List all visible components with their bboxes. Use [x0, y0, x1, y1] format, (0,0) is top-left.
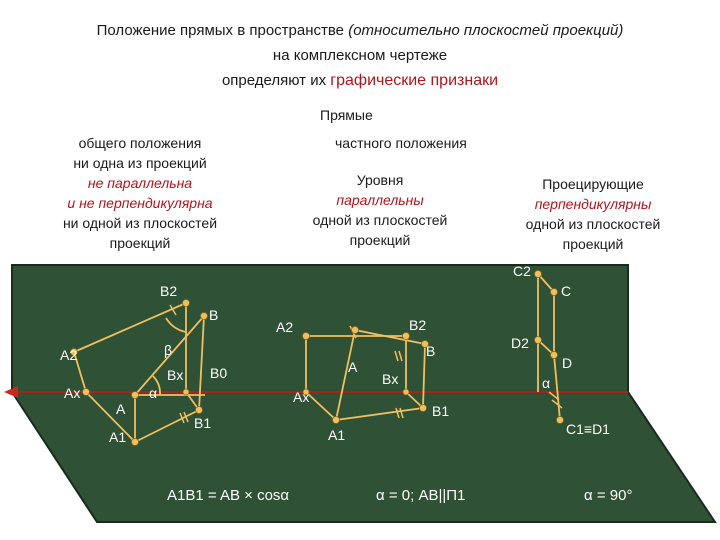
general-title: общего положения	[78, 135, 202, 151]
general-line-5: проекций	[109, 235, 171, 251]
label-D2: D2	[511, 335, 529, 351]
formula-left: A1B1 = AB × cosα	[167, 487, 290, 504]
label-m-A: A	[348, 359, 358, 375]
label-beta: β	[164, 342, 173, 358]
header-line-1-main: Положение прямых в пространстве	[96, 22, 345, 39]
general-line-1: ни одна из проекций	[73, 155, 207, 171]
general-line-3: и не перпендикулярна	[67, 195, 213, 211]
label-C: C	[561, 283, 572, 299]
label-A1: A1	[109, 429, 127, 445]
header-line-1-paren: (относительно плоскостей проекций)	[348, 22, 624, 39]
label-D: D	[562, 355, 573, 371]
projecting-title: Проецирующие	[542, 176, 644, 192]
label-alpha: α	[149, 385, 158, 401]
level-line-3: проекций	[349, 232, 411, 248]
label-B2: B2	[160, 283, 178, 299]
label-m-A2: A2	[276, 319, 294, 335]
label-A: A	[116, 401, 126, 417]
label-m-B1: B1	[432, 403, 450, 419]
axis-zero-label: 0	[638, 373, 648, 392]
formula-right: α = 90°	[584, 487, 633, 504]
header-line-3-accent: графические признаки	[330, 72, 499, 89]
label-B1: B1	[194, 415, 212, 431]
header-line-2: на комплексном чертеже	[272, 47, 448, 64]
level-line-2: одной из плоскостей	[312, 212, 448, 228]
level-line-1: параллельны	[336, 192, 424, 208]
general-line-2: не параллельна	[87, 175, 193, 191]
projecting-line-2: одной из плоскостей	[525, 216, 661, 232]
projecting-line-3: проекций	[562, 236, 624, 252]
level-title: Уровня	[356, 172, 404, 188]
section-title: Прямые	[320, 107, 373, 123]
header-line-3-main: определяют их	[221, 72, 327, 89]
particular-title: частного положения	[335, 135, 467, 151]
label-m-Bx: Bx	[382, 371, 399, 387]
label-Bx: Bx	[167, 367, 184, 383]
label-Ax: Ax	[64, 385, 81, 401]
label-m-A1: A1	[328, 427, 346, 443]
formula-middle: α = 0; AB||П1	[376, 487, 466, 504]
label-r-alpha: α	[542, 375, 551, 391]
label-C2: C2	[513, 263, 531, 279]
label-m-B: B	[426, 343, 436, 359]
frontal-plane	[12, 265, 628, 392]
projecting-line-1: перпендикулярны	[534, 196, 652, 212]
label-B0: B0	[210, 365, 228, 381]
label-m-B2: B2	[409, 317, 427, 333]
label-C1D1: C1≡D1	[566, 421, 610, 437]
general-line-4: ни одной из плоскостей	[62, 215, 218, 231]
label-B: B	[209, 307, 219, 323]
label-m-Ax: Ax	[293, 389, 310, 405]
label-A2: A2	[60, 347, 78, 363]
